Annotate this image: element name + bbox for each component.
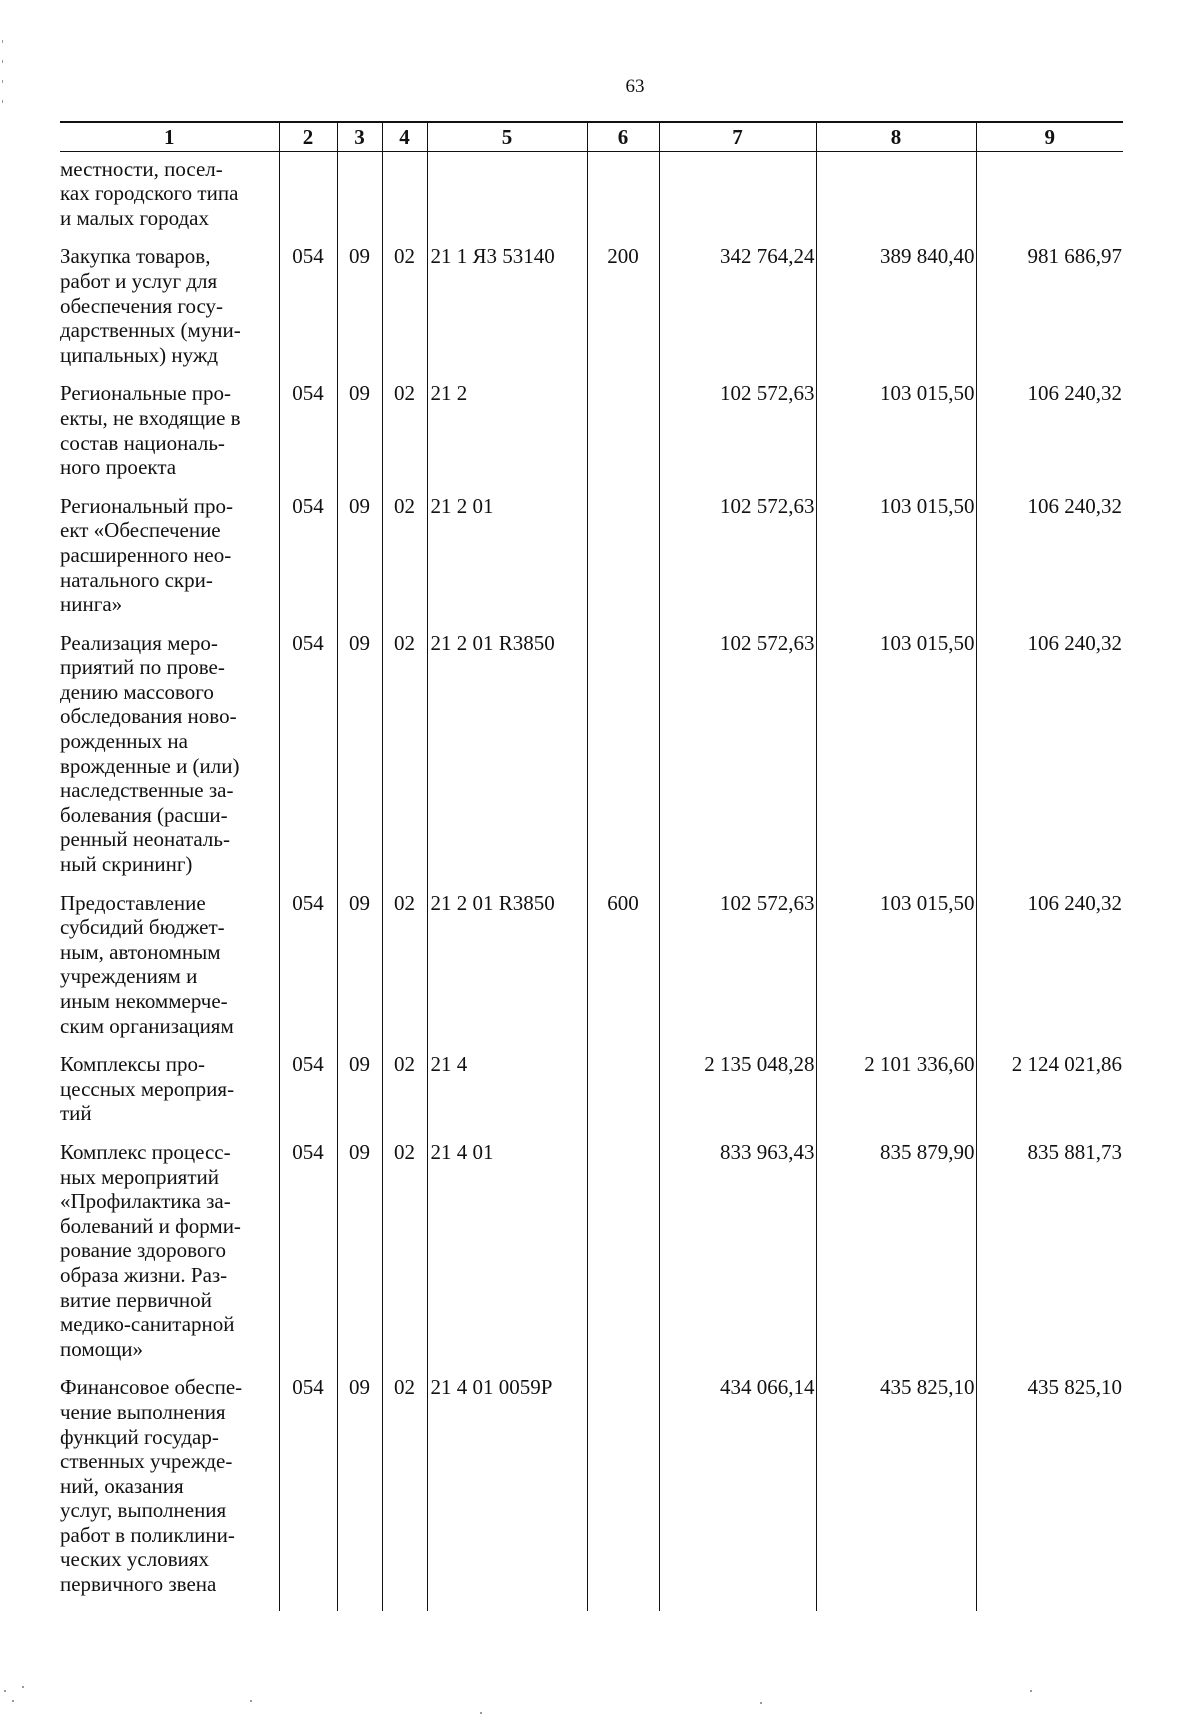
- item-name: Финансовое обеспе- чение выполнения функций государ- ственных учрежде- ний, оказания услуг, выполнения работ в поликлини- ческих условиях первичного звена: [60, 1375, 243, 1597]
- code-ministry: 054: [279, 1375, 337, 1610]
- code-subsection: 02: [382, 891, 427, 1053]
- code-subsection: 02: [382, 1375, 427, 1610]
- amount-col-9: 106 240,32: [976, 891, 1123, 1053]
- code-target-article: 21 2 01: [427, 494, 587, 631]
- code-subsection: 02: [382, 631, 427, 891]
- code-section: 09: [337, 1140, 382, 1375]
- amount-col-8: 103 015,50: [816, 891, 976, 1053]
- code-expense-type: 600: [587, 891, 659, 1053]
- code-section: 09: [337, 244, 382, 381]
- header-col-7: 7: [659, 122, 816, 151]
- header-col-4: 4: [382, 122, 427, 151]
- code-subsection: 02: [382, 494, 427, 631]
- code-expense-type: 200: [587, 244, 659, 381]
- amount-col-9: 106 240,32: [976, 494, 1123, 631]
- amount-col-9: 435 825,10: [976, 1375, 1123, 1610]
- code-ministry: 054: [279, 1052, 337, 1140]
- code-section: 09: [337, 631, 382, 891]
- header-col-1: 1: [60, 122, 279, 151]
- header-col-6: 6: [587, 122, 659, 151]
- amount-col-9: 106 240,32: [976, 631, 1123, 891]
- code-target-article: 21 2: [427, 381, 587, 493]
- code-ministry: 054: [279, 1140, 337, 1375]
- code-ministry: 054: [279, 244, 337, 381]
- code-target-article: 21 4 01: [427, 1140, 587, 1375]
- item-name: местности, посел- ках городского типа и малых городах: [60, 156, 239, 230]
- code-subsection: 02: [382, 1052, 427, 1140]
- header-col-8: 8: [816, 122, 976, 151]
- code-section: 09: [337, 381, 382, 493]
- header-col-5: 5: [427, 122, 587, 151]
- item-name: Комплексы про- цессных мероприя- тий: [60, 1052, 235, 1126]
- amount-col-9: 981 686,97: [976, 244, 1123, 381]
- amount-col-7: 102 572,63: [659, 494, 816, 631]
- code-ministry: 054: [279, 494, 337, 631]
- amount-col-7: 102 572,63: [659, 381, 816, 493]
- item-name: Региональный про- ект «Обеспечение расширенного нео- натального скри- нинга»: [60, 493, 233, 617]
- amount-col-8: 835 879,90: [816, 1140, 976, 1375]
- amount-col-7: 434 066,14: [659, 1375, 816, 1610]
- code-ministry: 054: [279, 891, 337, 1053]
- item-name: Комплекс процесс- ных мероприятий «Профилактика за- болеваний и форми- рование здорового образа жизни. Раз- витие первичной медико-санитарной помощи»: [60, 1139, 241, 1361]
- code-section: 09: [337, 494, 382, 631]
- amount-col-7: 2 135 048,28: [659, 1052, 816, 1140]
- code-ministry: 054: [279, 381, 337, 493]
- amount-col-9: 106 240,32: [976, 381, 1123, 493]
- amount-col-9: 835 881,73: [976, 1140, 1123, 1375]
- code-target-article: 21 1 Я3 53140: [427, 244, 587, 381]
- page-number: 63: [625, 76, 645, 97]
- amount-col-7: 833 963,43: [659, 1140, 816, 1375]
- amount-col-8: 389 840,40: [816, 244, 976, 381]
- amount-col-8: 103 015,50: [816, 494, 976, 631]
- header-col-2: 2: [279, 122, 337, 151]
- code-section: 09: [337, 891, 382, 1053]
- amount-col-7: 102 572,63: [659, 631, 816, 891]
- code-section: 09: [337, 1052, 382, 1140]
- amount-col-9: 2 124 021,86: [976, 1052, 1123, 1140]
- amount-col-8: 2 101 336,60: [816, 1052, 976, 1140]
- code-subsection: 02: [382, 381, 427, 493]
- code-section: 09: [337, 1375, 382, 1610]
- item-name: Реализация меро- приятий по прове- дению массового обследования ново- рожденных на врожденные и (или) наследственные за- болевания (расши- ренный неонаталь- ный скрининг): [60, 630, 240, 877]
- code-target-article: 21 4: [427, 1052, 587, 1140]
- amount-col-7: 342 764,24: [659, 244, 816, 381]
- amount-col-8: 103 015,50: [816, 381, 976, 493]
- amount-col-8: 435 825,10: [816, 1375, 976, 1610]
- header-col-9: 9: [976, 122, 1123, 151]
- item-name: Закупка товаров, работ и услуг для обеспечения госу- дарственных (муни- ципальных) нужд: [60, 244, 241, 367]
- code-target-article: 21 4 01 0059Р: [427, 1375, 587, 1610]
- amount-col-7: 102 572,63: [659, 891, 816, 1053]
- header-col-3: 3: [337, 122, 382, 151]
- code-subsection: 02: [382, 1140, 427, 1375]
- code-target-article: 21 2 01 R3850: [427, 631, 587, 891]
- item-name: Региональные про- екты, не входящие в состав националь- ного проекта: [60, 381, 241, 480]
- code-subsection: 02: [382, 244, 427, 381]
- amount-col-8: 103 015,50: [816, 631, 976, 891]
- code-target-article: 21 2 01 R3850: [427, 891, 587, 1053]
- item-name: Предоставление субсидий бюджет- ным, автономным учреждениям и иным некоммерче- ским организациям: [60, 890, 234, 1038]
- code-ministry: 054: [279, 631, 337, 891]
